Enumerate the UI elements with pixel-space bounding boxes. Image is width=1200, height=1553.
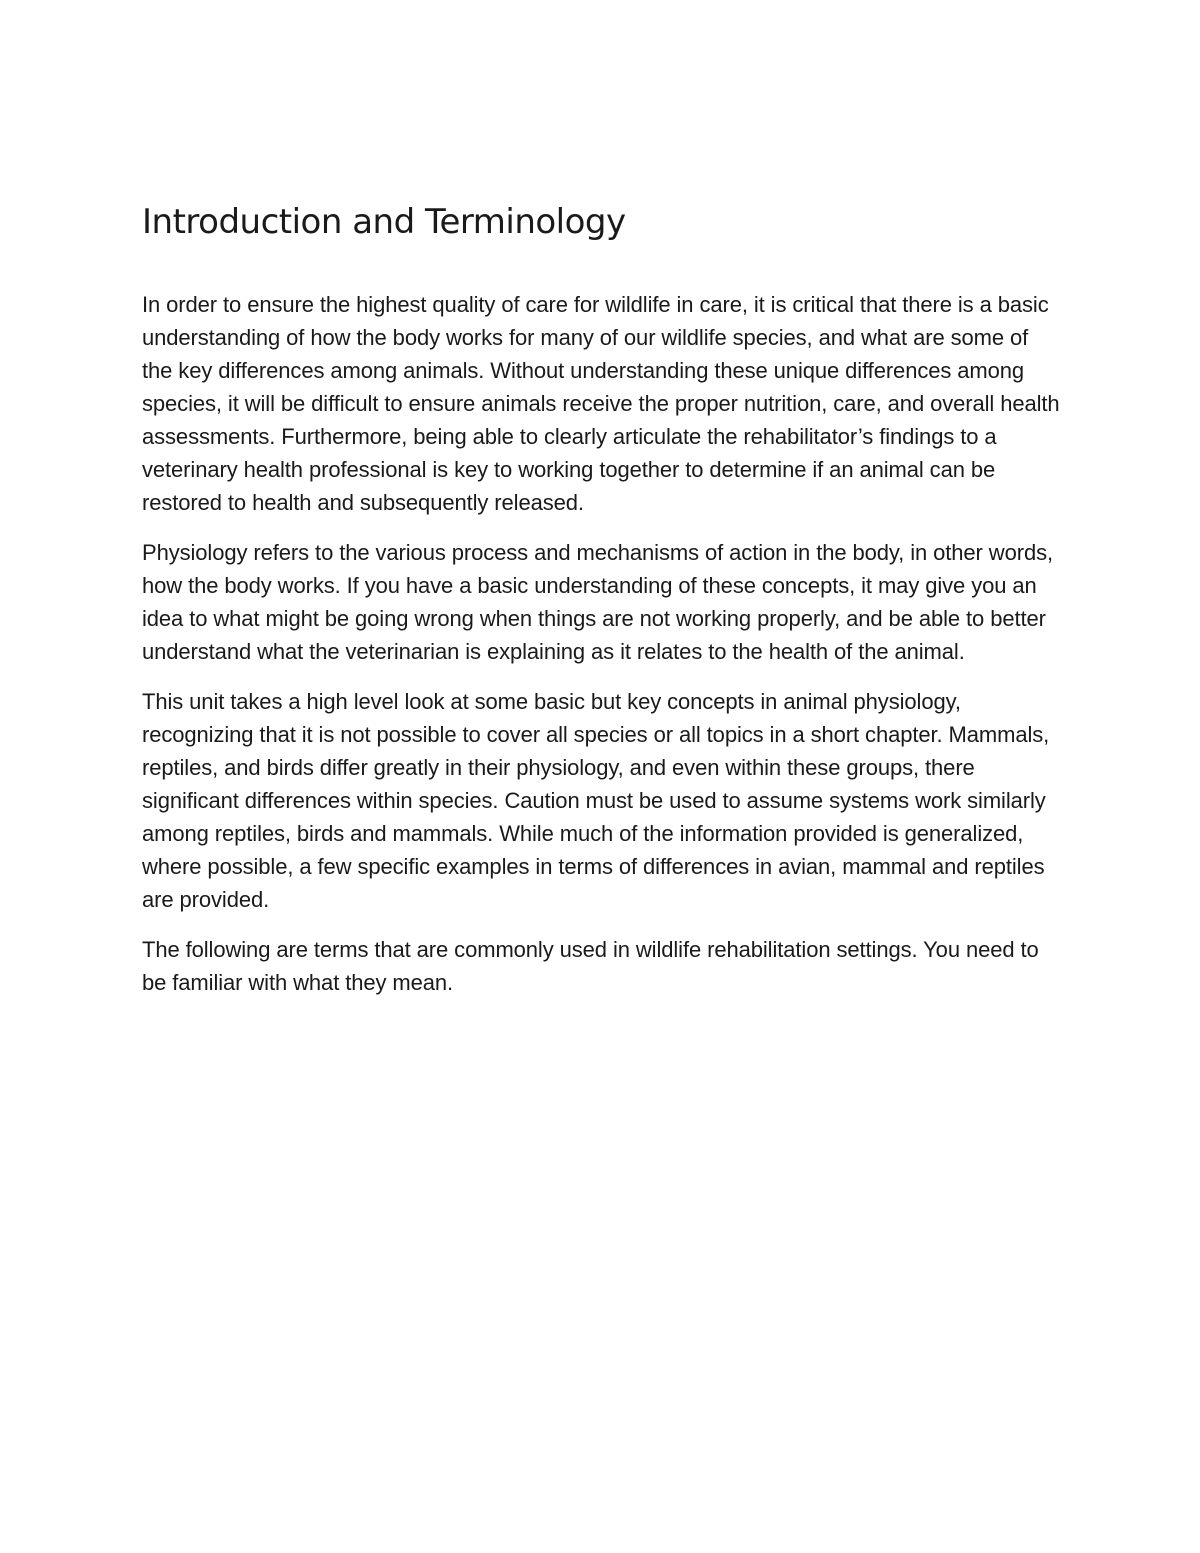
document-content <box>142 200 1062 1016</box>
paragraph-physiology: Physiology refers to the various process and mechanisms of action in the body, in other words, how the body works. If you have a basic understanding of these concepts, it may give you an idea to what might be going wrong when things are not working properly, and be able to better understand what the veterinarian is explaining as it relates to the health of the animal. <box>142 540 1053 664</box>
page-title: Introduction and Terminology <box>142 202 626 242</box>
paragraph-terms-intro: The following are terms that are commonly used in wildlife rehabilitation settings. You need to be familiar with what they mean. <box>142 937 1039 995</box>
paragraph-intro: In order to ensure the highest quality of care for wildlife in care, it is critical that there is a basic understanding of how the body works for many of our wildlife species, and what are some of the key differences among animals. Without understanding these unique differences among species, it will be difficult to ensure animals receive the proper nutrition, care, and overall health assessments. Furthermore, being able to clearly articulate the rehabilitator’s findings to a veterinary health professional is key to working together to determine if an animal can be restored to health and subsequently released. <box>142 292 1060 515</box>
paragraph-unit-overview: This unit takes a high level look at some basic but key concepts in animal physiology, recognizing that it is not possible to cover all species or all topics in a short chapter. Mammals, reptiles, and birds differ greatly in their physiology, and even within these groups, there significant differences within species. Caution must be used to assume systems work similarly among reptiles, birds and mammals. While much of the information provided is generalized, where possible, a few specific examples in terms of differences in avian, mammal and reptiles are provided. <box>142 689 1050 912</box>
